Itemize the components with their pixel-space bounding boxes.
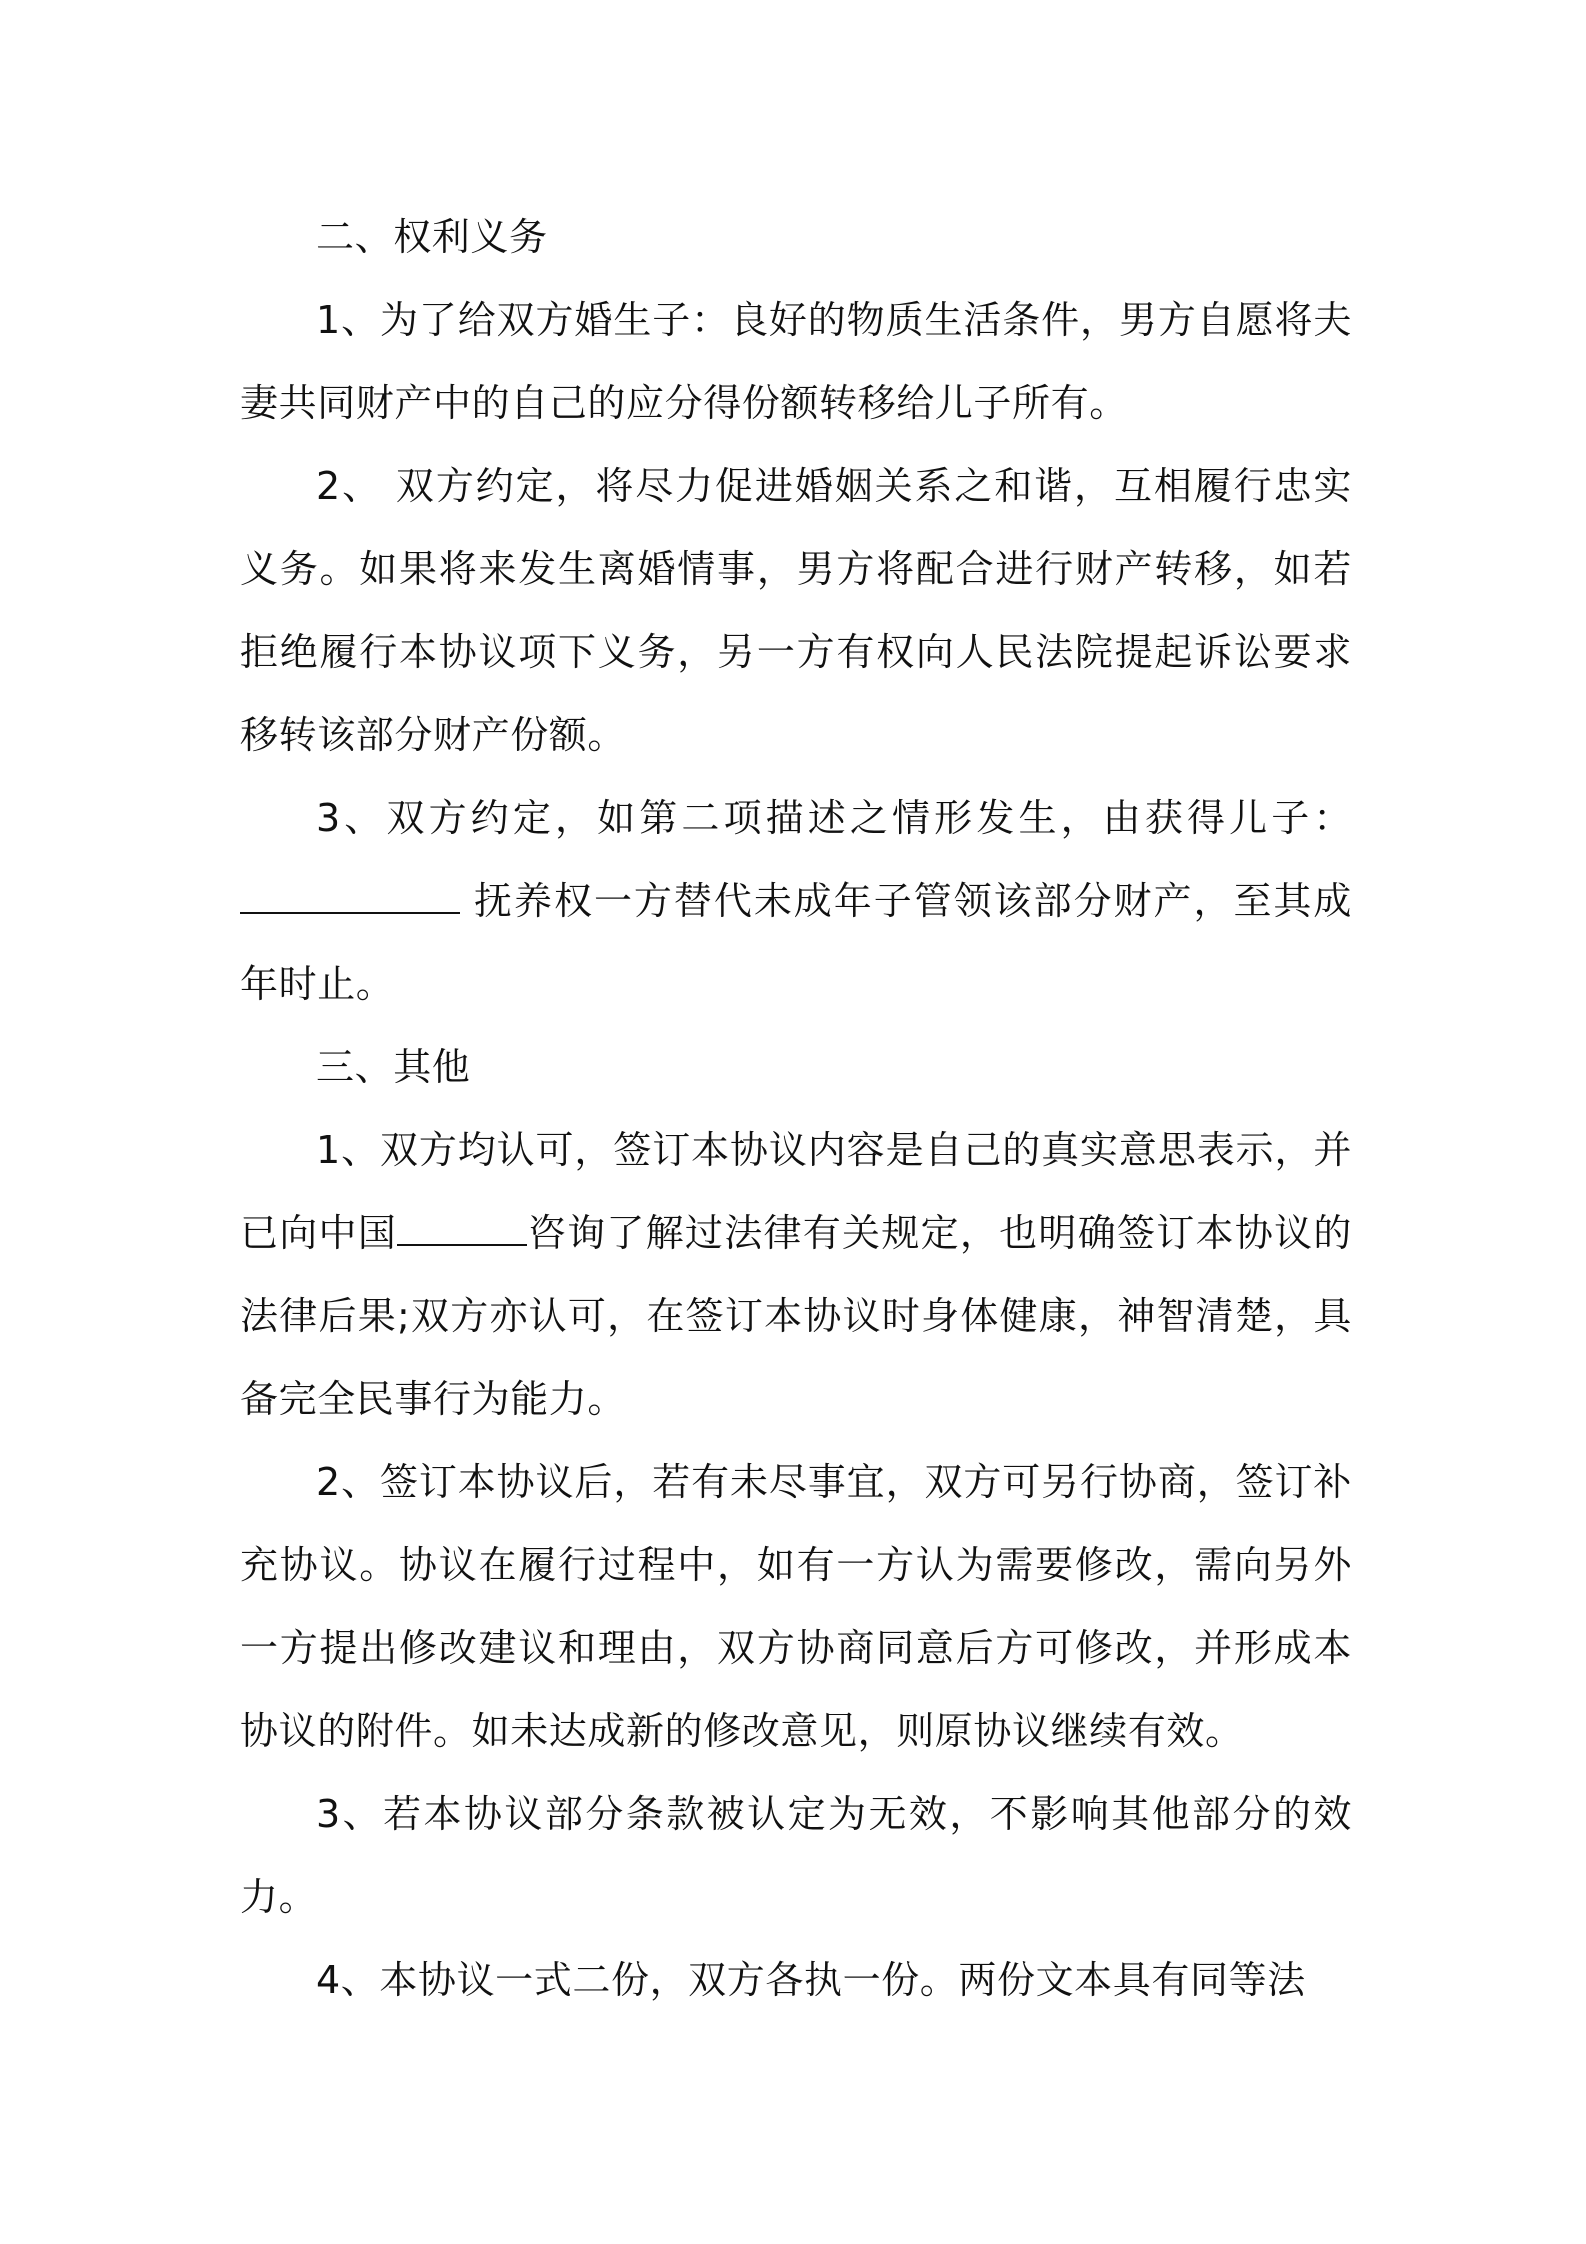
clause-2-3: [240, 777, 1352, 1026]
clause-3-2: 2、签订本协议后，若有未尽事宜，双方可另行协商，签订补充协议。协议在履行过程中，如有一方认为需要修改，需向另外一方提出修改建议和理由，双方协商同意后方可修改，并形成本协议的附件。如未达成新的修改意见，则原协议继续有效。: [240, 1460, 1352, 1753]
fill-in-blank-consulted[interactable]: [397, 1214, 527, 1246]
clause-3-1: [240, 1109, 1352, 1441]
fill-in-blank-custody[interactable]: [240, 882, 460, 914]
document-body: [240, 196, 1352, 2022]
clause-2-2: 2、 双方约定，将尽力促进婚姻关系之和谐，互相履行忠实义务。如果将来发生离婚情事，男方将配合进行财产转移，如若拒绝履行本协议项下义务，另一方有权向人民法院提起诉讼要求移转该部分财产份额。: [240, 464, 1352, 757]
clause-3-4: 4、本协议一式二份，双方各执一份。两份文本具有同等法: [316, 1958, 1306, 2002]
clause-2-3-text-end: 抚养权一方替代未成年子管领该部分财产，至其成年时止。: [240, 879, 1352, 1006]
section-heading-other: 三、其他: [316, 1045, 471, 1089]
section-heading-rights-obligations: 二、权利义务: [316, 215, 548, 259]
clause-2-3-text-start: 3、双方约定，如第二项描述之情形发生，由获得儿子：: [316, 796, 1352, 840]
clause-3-1-text-end: 咨询了解过法律有关规定，也明确签订本协议的法律后果;双方亦认可，在签订本协议时身体健康，神智清楚，具备完全民事行为能力。: [240, 1211, 1352, 1421]
clause-2-1: 1、为了给双方婚生子：良好的物质生活条件，男方自愿将夫妻共同财产中的自己的应分得份额转移给儿子所有。: [240, 298, 1352, 425]
clause-3-1-text-start: 1、双方均认可，签订本协议内容是自己的真实意思表示，并已向中国: [240, 1128, 1352, 1255]
clause-3-3: 3、若本协议部分条款被认定为无效，不影响其他部分的效力。: [240, 1792, 1352, 1919]
